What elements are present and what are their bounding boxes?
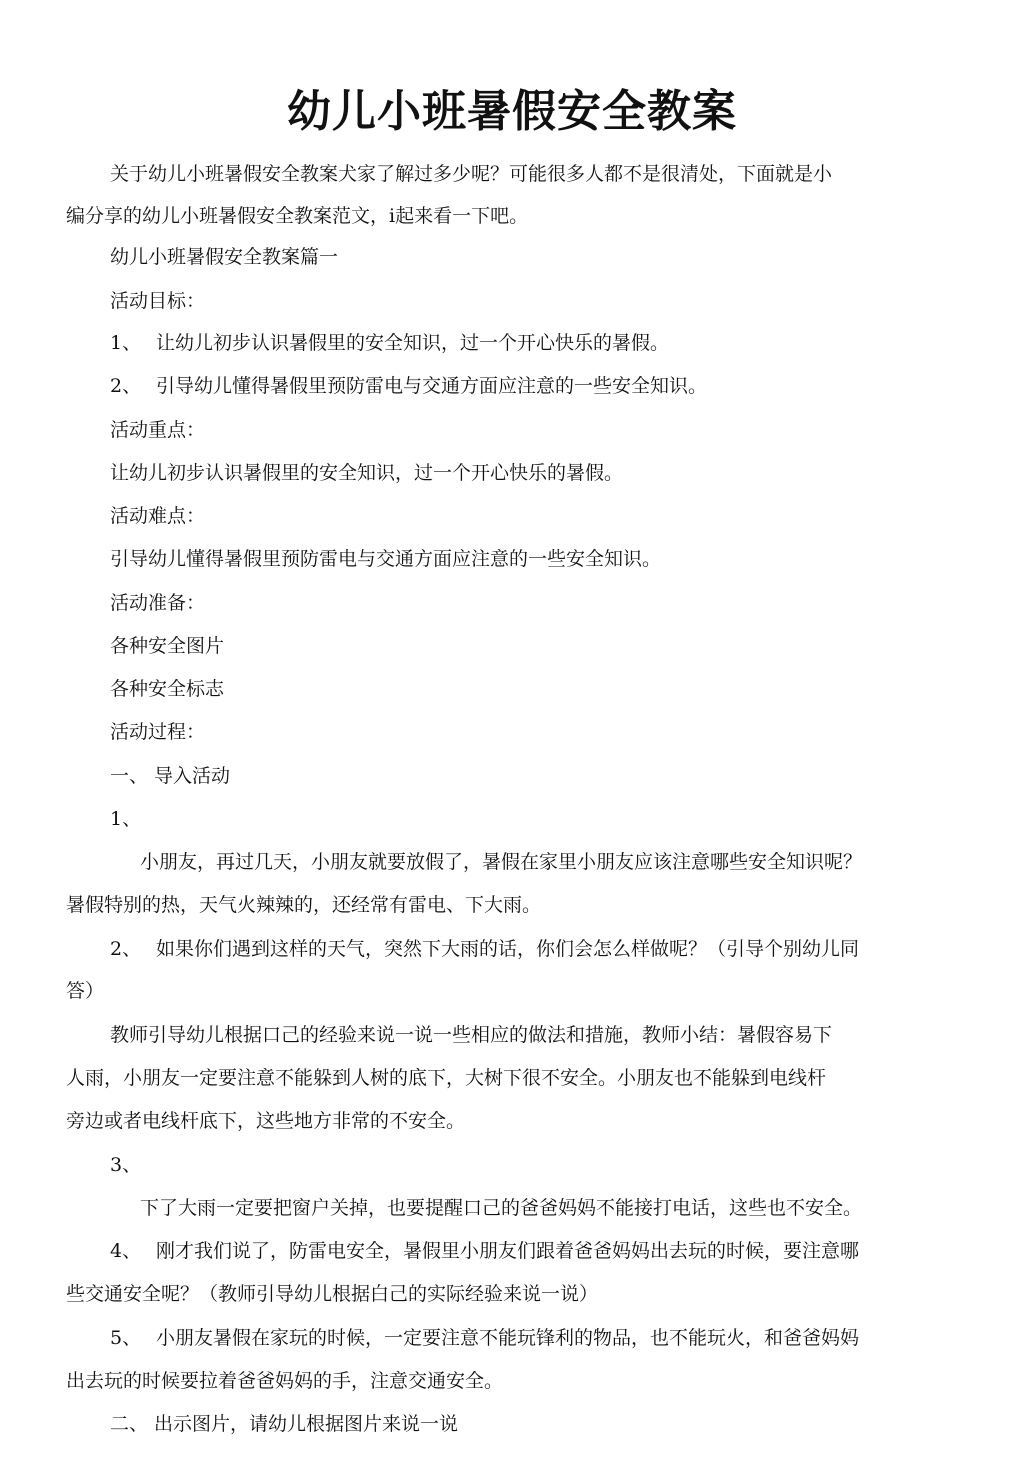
goal-item-number: 1、 (110, 332, 142, 354)
section-heading: 幼儿小班暑假安全教案篇一 (110, 246, 339, 268)
step-4-text: 刚才我们说了，防雷电安全，暑假里小朋友们跟着爸爸妈妈出去玩的时候，要注意哪 (156, 1240, 860, 1262)
goal-item-text: 引导幼儿懂得暑假里预防雷电与交通方面应注意的一些安全知识。 (156, 375, 708, 397)
intro-line-1: 关于幼儿小班暑假安全教案犬家了解过多少呢？可能很多人都不是很清处，下面就是小 (110, 163, 833, 185)
step-5-line-2: 出去玩的时候要拉着爸爸妈妈的手，注意交通安全。 (66, 1370, 504, 1392)
step-4-line-1 (110, 1236, 859, 1266)
preparation-heading: 活动准备： (110, 592, 206, 614)
step-2-number: 2、 (110, 938, 142, 960)
step-1-number: 1、 (110, 808, 142, 830)
difficulty-heading: 活动难点： (110, 505, 206, 527)
process-part-2: 二、 出示图片，请幼儿根据图片来说一说 (110, 1413, 459, 1435)
step-5-line-1 (110, 1323, 859, 1353)
intro-line-2: 编分享的幼儿小班暑假安全教案范文，i起来看一下吧。 (66, 205, 529, 227)
key-point-heading: 活动重点： (110, 419, 206, 441)
goal-item-2 (110, 371, 707, 401)
difficulty-text: 引导幼儿懂得暑假里预防雷电与交通方面应注意的一些安全知识。 (110, 548, 662, 570)
teacher-line-3: 旁边或者电线杆底下，这些地方非常的不安全。 (66, 1110, 466, 1132)
step-4-number: 4、 (110, 1240, 142, 1262)
process-heading: 活动过程： (110, 721, 206, 743)
goal-item-number: 2、 (110, 375, 142, 397)
teacher-line-2: 人雨，小朋友一定要注意不能躲到人树的底下，大树下很不安全。小朋友也不能躲到电线杆 (66, 1067, 827, 1089)
step-3-line-1: 下了大雨一定要把窗户关掉，也要提醒口己的爸爸妈妈不能接打电话，这些也不安全。 (140, 1197, 863, 1219)
step-5-text: 小朋友暑假在家玩的时候，一定要注意不能玩锋利的物品，也不能玩火，和爸爸妈妈 (156, 1327, 860, 1349)
goals-heading: 活动目标： (110, 290, 206, 312)
process-part-1: 一、 导入活动 (110, 765, 231, 787)
step-2-text: 如果你们遇到这样的天气，突然下大雨的话，你们会怎么样做呢？（引导个别幼儿同 (156, 938, 860, 960)
goal-item-text: 让幼儿初步认识暑假里的安全知识，过一个开心快乐的暑假。 (156, 332, 670, 354)
step-1-line-1: 小朋友，再过几天，小朋友就要放假了，暑假在家里小朋友应该注意哪些安全知识呢？ (140, 851, 863, 873)
goal-item-1 (110, 328, 669, 358)
step-2-line-1 (110, 934, 859, 964)
preparation-item-1: 各种安全图片 (110, 635, 225, 657)
step-5-number: 5、 (110, 1327, 142, 1349)
teacher-line-1: 教师引导幼儿根据口己的经验来说一说一些相应的做法和措施，教师小结：暑假容易下 (110, 1024, 833, 1046)
step-4-line-2: 些交通安全呢？（教师引导幼儿根据白己的实际经验来说一说） (66, 1283, 599, 1305)
step-3-number: 3、 (110, 1154, 142, 1176)
preparation-item-2: 各种安全标志 (110, 678, 225, 700)
key-point-text: 让幼儿初步认识暑假里的安全知识，过一个开心快乐的暑假。 (110, 462, 624, 484)
page-title: 幼儿小班暑假安全教案 (287, 86, 737, 137)
step-1-line-2: 暑假特别的热，天气火辣辣的，还经常有雷电、下大雨。 (66, 894, 542, 916)
step-2-line-2: 答） (66, 980, 105, 1002)
